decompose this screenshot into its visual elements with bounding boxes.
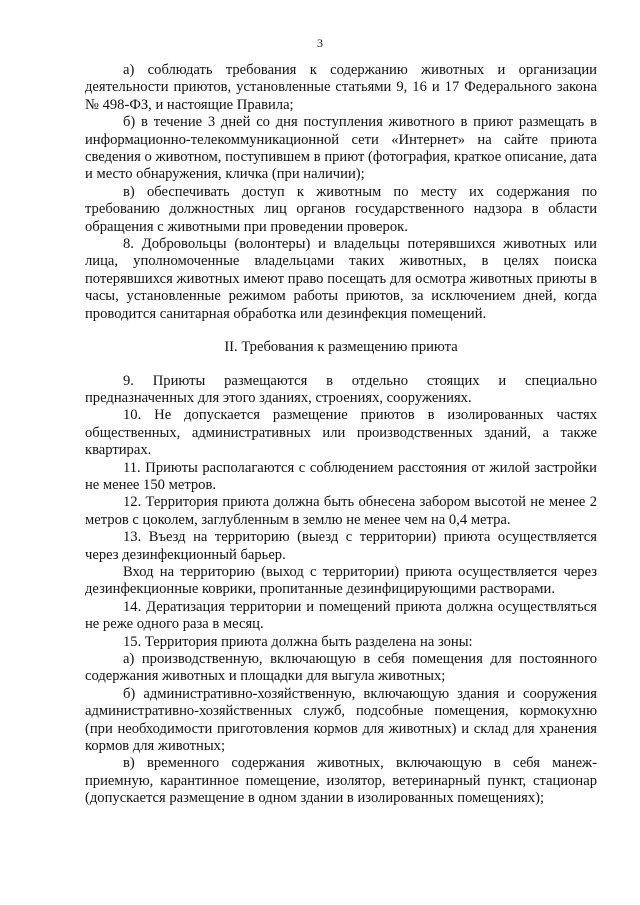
paragraph-14: 14. Дератизация территории и помещений приюта должна осуществляться не реже одного раза в месяц. xyxy=(85,598,597,633)
document-body xyxy=(85,62,597,808)
paragraph-15b: б) административно-хозяйственную, включающую здания и сооружения административно-хозяйственных служб, подсобные помещения, кормокухню (при необходимости приготовления кормов для животных) и склад для хранения кормов для животных; xyxy=(85,685,597,755)
paragraph-7c: в) обеспечивать доступ к животным по месту их содержания по требованию должностных лиц органов государственного надзора в области обращения с животными при проведении проверок. xyxy=(85,183,597,235)
paragraph-9: 9. Приюты размещаются в отдельно стоящих и специально предназначенных для этого зданиях, строениях, сооружениях. xyxy=(85,372,597,406)
paragraph-15a: а) производственную, включающую в себя помещения для постоянного содержания животных и площадки для выгула животных; xyxy=(85,651,597,685)
paragraph-10: 10. Не допускается размещение приютов в изолированных частях общественных, административных или производственных зданий, а также квартирах. xyxy=(85,407,597,459)
section-heading: II. Требования к размещению приюта xyxy=(224,339,458,356)
paragraph-7a: а) соблюдать требования к содержанию животных и организации деятельности приютов, установленные статьями 9, 16 и 17 Федерального закона № 498-ФЗ, и настоящие Правила; xyxy=(85,62,597,113)
paragraph-7b: б) в течение 3 дней со дня поступления животного в приют размещать в информационно-телекоммуникационной сети «Интернет» на сайте приюта сведения о животном, поступившем в приют (фотография, краткое описание, дата и место обнаружения, кличка (при наличии); xyxy=(85,114,597,183)
paragraph-13: 13. Въезд на территорию (выезд с территории) приюта осуществляется через дезинфекционный барьер. xyxy=(85,529,597,563)
paragraph-15: 15. Территория приюта должна быть разделена на зоны: xyxy=(123,633,473,650)
page-number: 3 xyxy=(317,36,323,50)
paragraph-8: 8. Добровольцы (волонтеры) и владельцы потерявшихся животных или лица, уполномоченные владельцами таких животных, в целях поиска потерявшихся животных имеют право посещать для осмотра животных приюты в часы, установленные режимом работы приютов, за исключением дней, когда проводится санитарная обработка или дезинфекция помещений. xyxy=(85,236,597,322)
paragraph-15c: в) временного содержания животных, включающую в себя манеж-приемную, карантинное помещение, изолятор, ветеринарный пункт, стационар (допускается размещение в одном здании в изолированных помещениях); xyxy=(85,755,597,807)
paragraph-12: 12. Территория приюта должна быть обнесена забором высотой не менее 2 метров с цоколем, заглубленным в землю не менее чем на 0,4 метра. xyxy=(85,494,597,528)
paragraph-11: 11. Приюты располагаются с соблюдением расстояния от жилой застройки не менее 150 метров. xyxy=(85,459,597,493)
paragraph-13-entry: Вход на территорию (выход с территории) приюта осуществляется через дезинфекционные коврики, пропитанные дезинфицирующими растворами. xyxy=(85,563,597,598)
